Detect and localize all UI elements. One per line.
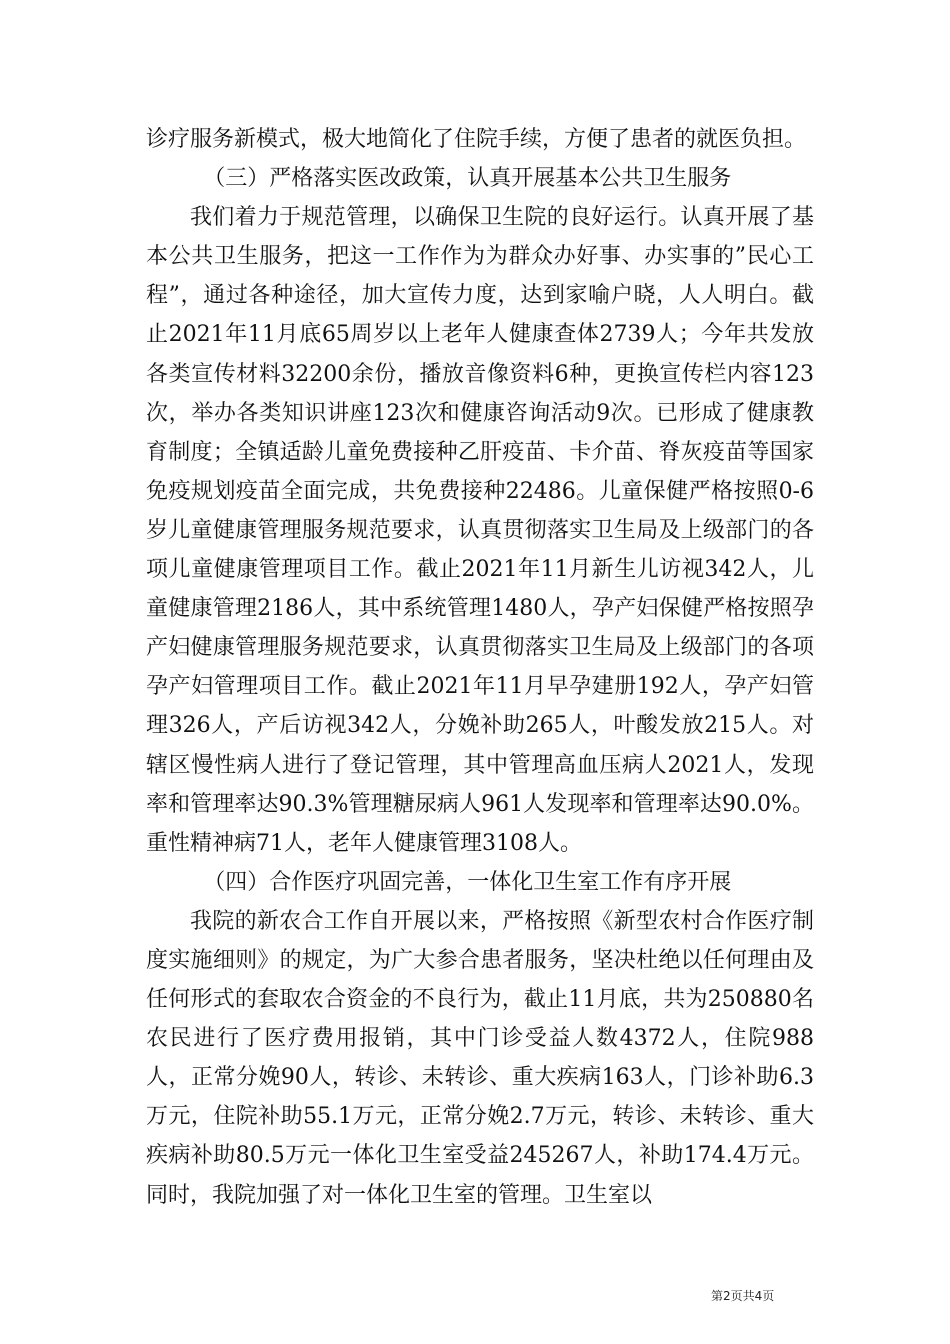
paragraph-continuation: 诊疗服务新模式，极大地简化了住院手续，方便了患者的就医负担。 (146, 127, 807, 152)
document-body (146, 120, 814, 1215)
page-number-footer: 第2页共4页 (711, 1289, 775, 1303)
paragraph-public-health: 我们着力于规范管理，以确保卫生院的良好运行。认真开展了基本公共卫生服务，把这一工作作为为群众办好事、办实事的”民心工程”，通过各种途径，加大宣传力度，达到家喻户晓，人人明白。截止2021年11月底65周岁以上老年人健康查体2739人；今年共发放各类宣传材料32200余份，播放音像资料6种，更换宣传栏内容123次，举办各类知识讲座123次和健康咨询活动9次。已形成了健康教育制度；全镇适龄儿童免费接种乙肝疫苗、卡介苗、脊灰疫苗等国家免疫规划疫苗全面完成，共免费接种22486。儿童保健严格按照0-6岁儿童健康管理服务规范要求，认真贯彻落实卫生局及上级部门的各项儿童健康管理项目工作。截止2021年11月新生儿访视342人，儿童健康管理2186人，其中系统管理1480人，孕产妇保健严格按照孕产妇健康管理服务规范要求，认真贯彻落实卫生局及上级部门的各项孕产妇管理项目工作。截止2021年11月早孕建册192人，孕产妇管理326人，产后访视342人，分娩补助265人，叶酸发放215人。对辖区慢性病人进行了登记管理，其中管理高血压病人2021人，发现率和管理率达90.3%管理糖尿病人961人发现率和管理率达90.0%。重性精神病71人，老年人健康管理3108人。 (146, 205, 814, 856)
section-heading-3: （三）严格落实医改政策，认真开展基本公共卫生服务 (203, 166, 732, 192)
paragraph-cooperative-medical: 我院的新农合工作自开展以来，严格按照《新型农村合作医疗制度实施细则》的规定，为广大参合患者服务，坚决杜绝以任何理由及任何形式的套取农合资金的不良行为，截止11月底，共为250880名农民进行了医疗费用报销，其中门诊受益人数4372人，住院988人，正常分娩90人，转诊、未转诊、重大疾病163人，门诊补助6.3万元，住院补助55.1万元，正常分娩2.7万元，转诊、未转诊、重大疾病补助80.5万元一体化卫生室受益245267人，补助174.4万元。同时，我院加强了对一体化卫生室的管理。卫生室以 (146, 908, 814, 1208)
section-heading-4: （四）合作医疗巩固完善，一体化卫生室工作有序开展 (203, 869, 732, 895)
